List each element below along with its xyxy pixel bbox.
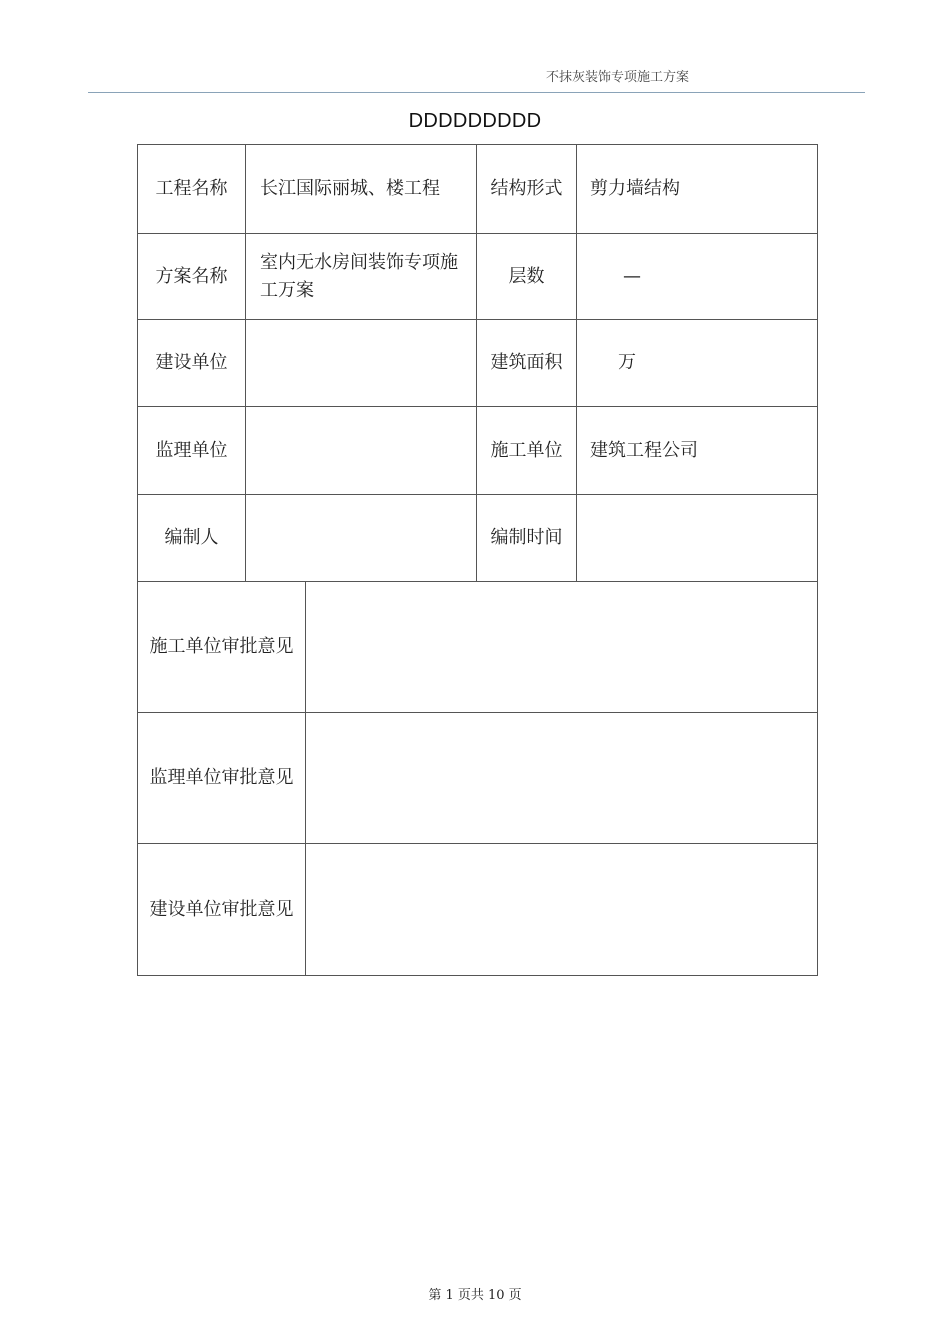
value-structure-type: 剪力墙结构 [590, 178, 680, 199]
value-supervision-unit [260, 407, 474, 494]
label-owner-approval: 建设单位审批意见 [149, 898, 294, 920]
document-title: DDDDDDDDD [408, 110, 542, 132]
value-construction-approval [312, 582, 812, 712]
label-plan-name: 方案名称 [155, 265, 228, 287]
label-floors: 层数 [508, 265, 545, 287]
label-structure-type: 结构形式 [490, 178, 563, 199]
label-supervision-approval: 监理单位审批意见 [149, 767, 294, 788]
value-project-name: 长江国际丽城、楼工程 [260, 178, 440, 199]
approval-form-table [137, 144, 818, 976]
running-header: 不抹灰装饰专项施工方案 [546, 70, 690, 85]
page-number-footer: 第 1 页共 10 页 [428, 1288, 522, 1303]
label-prepared-by: 编制人 [164, 527, 219, 548]
value-supervision-approval [312, 713, 812, 843]
value-owner-unit [260, 320, 474, 406]
label-construction-unit: 施工单位 [490, 439, 563, 461]
value-floors: — [623, 265, 641, 287]
column-divider [245, 144, 246, 581]
table-border-bottom [137, 975, 818, 976]
value-prepared-by [260, 495, 474, 581]
label-project-name: 工程名称 [155, 178, 228, 199]
column-divider [576, 144, 577, 581]
value-construction-unit: 建筑工程公司 [590, 439, 698, 461]
label-prepared-time: 编制时间 [490, 527, 563, 548]
label-construction-approval: 施工单位审批意见 [149, 636, 294, 657]
value-prepared-time [590, 495, 815, 581]
value-plan-name: 室内无水房间装饰专项施工万案 [260, 251, 458, 301]
label-supervision-unit: 监理单位 [155, 439, 228, 461]
column-divider [305, 581, 306, 976]
value-owner-approval [312, 844, 812, 975]
label-building-area: 建筑面积 [490, 352, 563, 373]
value-building-area: 万 [618, 352, 636, 373]
header-divider [88, 92, 865, 93]
label-owner-unit: 建设单位 [155, 352, 228, 373]
table-border-right [817, 144, 818, 976]
